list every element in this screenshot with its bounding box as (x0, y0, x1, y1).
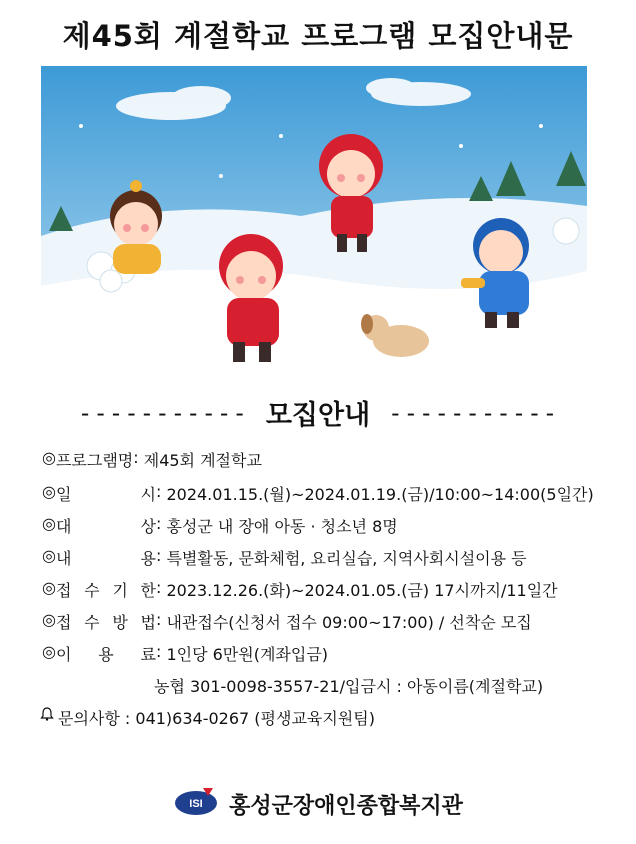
account-info (154, 674, 543, 697)
bullet: ◎ (42, 448, 56, 467)
info-label: 접 수 기 한 (55, 581, 156, 600)
page-title: 제45회 계절학교 프로그램 모집안내문 (62, 19, 574, 53)
footer (0, 786, 636, 822)
bullet: ◎ (42, 610, 56, 629)
winter-children-illustration (41, 66, 587, 382)
info-row-deadline: ◎ 접 수 기 한 : 2023.12.26.(화)~2024.01.05.(금) 17시까지/11일간 (42, 578, 558, 600)
info-value: 2023.12.26.(화)~2024.01.05.(금) 17시까지/11일간 (166, 581, 558, 600)
info-label: 접 수 방 법 (55, 613, 156, 632)
logo-text: ISI (189, 798, 203, 810)
account-line: 농협 301-0098-3557-21/입금시 : 아동이름(계절학교) (154, 677, 544, 696)
bullet: ◎ (42, 642, 56, 661)
divider-dashes-right: ----------- (388, 398, 559, 427)
info-row-method: ◎ 접 수 방 법 : 내관접수(신청서 접수 09:00~17:00) / 선착순 모집 (42, 610, 532, 632)
info-row-schedule: ◎ 일 시 : 2024.01.15.(월)~2024.01.19.(금)/10:00~14:00(5일간) (42, 482, 594, 504)
bullet: ◎ (42, 546, 56, 565)
bullet: ◎ (42, 514, 56, 533)
info-row-target: ◎ 대 상 : 홍성군 내 장애 아동 · 청소년 8명 (42, 514, 398, 536)
info-row-fee: ◎ 이 용 료 : 1인당 6만원(계좌입금) (42, 642, 329, 664)
org-logo (173, 786, 219, 822)
info-label: 대 상 (55, 517, 156, 536)
bullet: ◎ (42, 482, 56, 501)
info-value: 2024.01.15.(월)~2024.01.19.(금)/10:00~14:00(5일간) (166, 485, 594, 504)
info-row-program: ◎ 프로그램명 : 제45회 계절학교 (42, 448, 262, 470)
bullet: ◎ (42, 578, 56, 597)
section-heading (0, 393, 636, 432)
info-value: 1인당 6만원(계좌입금) (166, 645, 329, 664)
info-row-content: ◎ 내 용 : 특별활동, 문화체험, 요리실습, 지역사회시설이용 등 (42, 546, 527, 568)
info-value: 내관접수(신청서 접수 09:00~17:00) / 선착순 모집 (166, 613, 532, 632)
info-label: 프로그램명 (55, 451, 134, 470)
section-title: 모집안내 (265, 400, 371, 431)
contact-row (40, 706, 375, 729)
org-name: 홍성군장애인종합복지관 (229, 793, 463, 819)
contact-text: 문의사항 : 041)634-0267 (평생교육지원팀) (58, 709, 375, 728)
bell-icon (40, 706, 58, 729)
info-value: 특별활동, 문화체험, 요리실습, 지역사회시설이용 등 (166, 549, 527, 568)
info-label: 일 시 (55, 485, 156, 504)
info-value: 홍성군 내 장애 아동 · 청소년 8명 (166, 517, 398, 536)
info-value: 제45회 계절학교 (143, 451, 262, 470)
info-label: 이 용 료 (55, 645, 156, 664)
info-label: 내 용 (55, 549, 156, 568)
divider-dashes-left: ----------- (77, 398, 248, 427)
